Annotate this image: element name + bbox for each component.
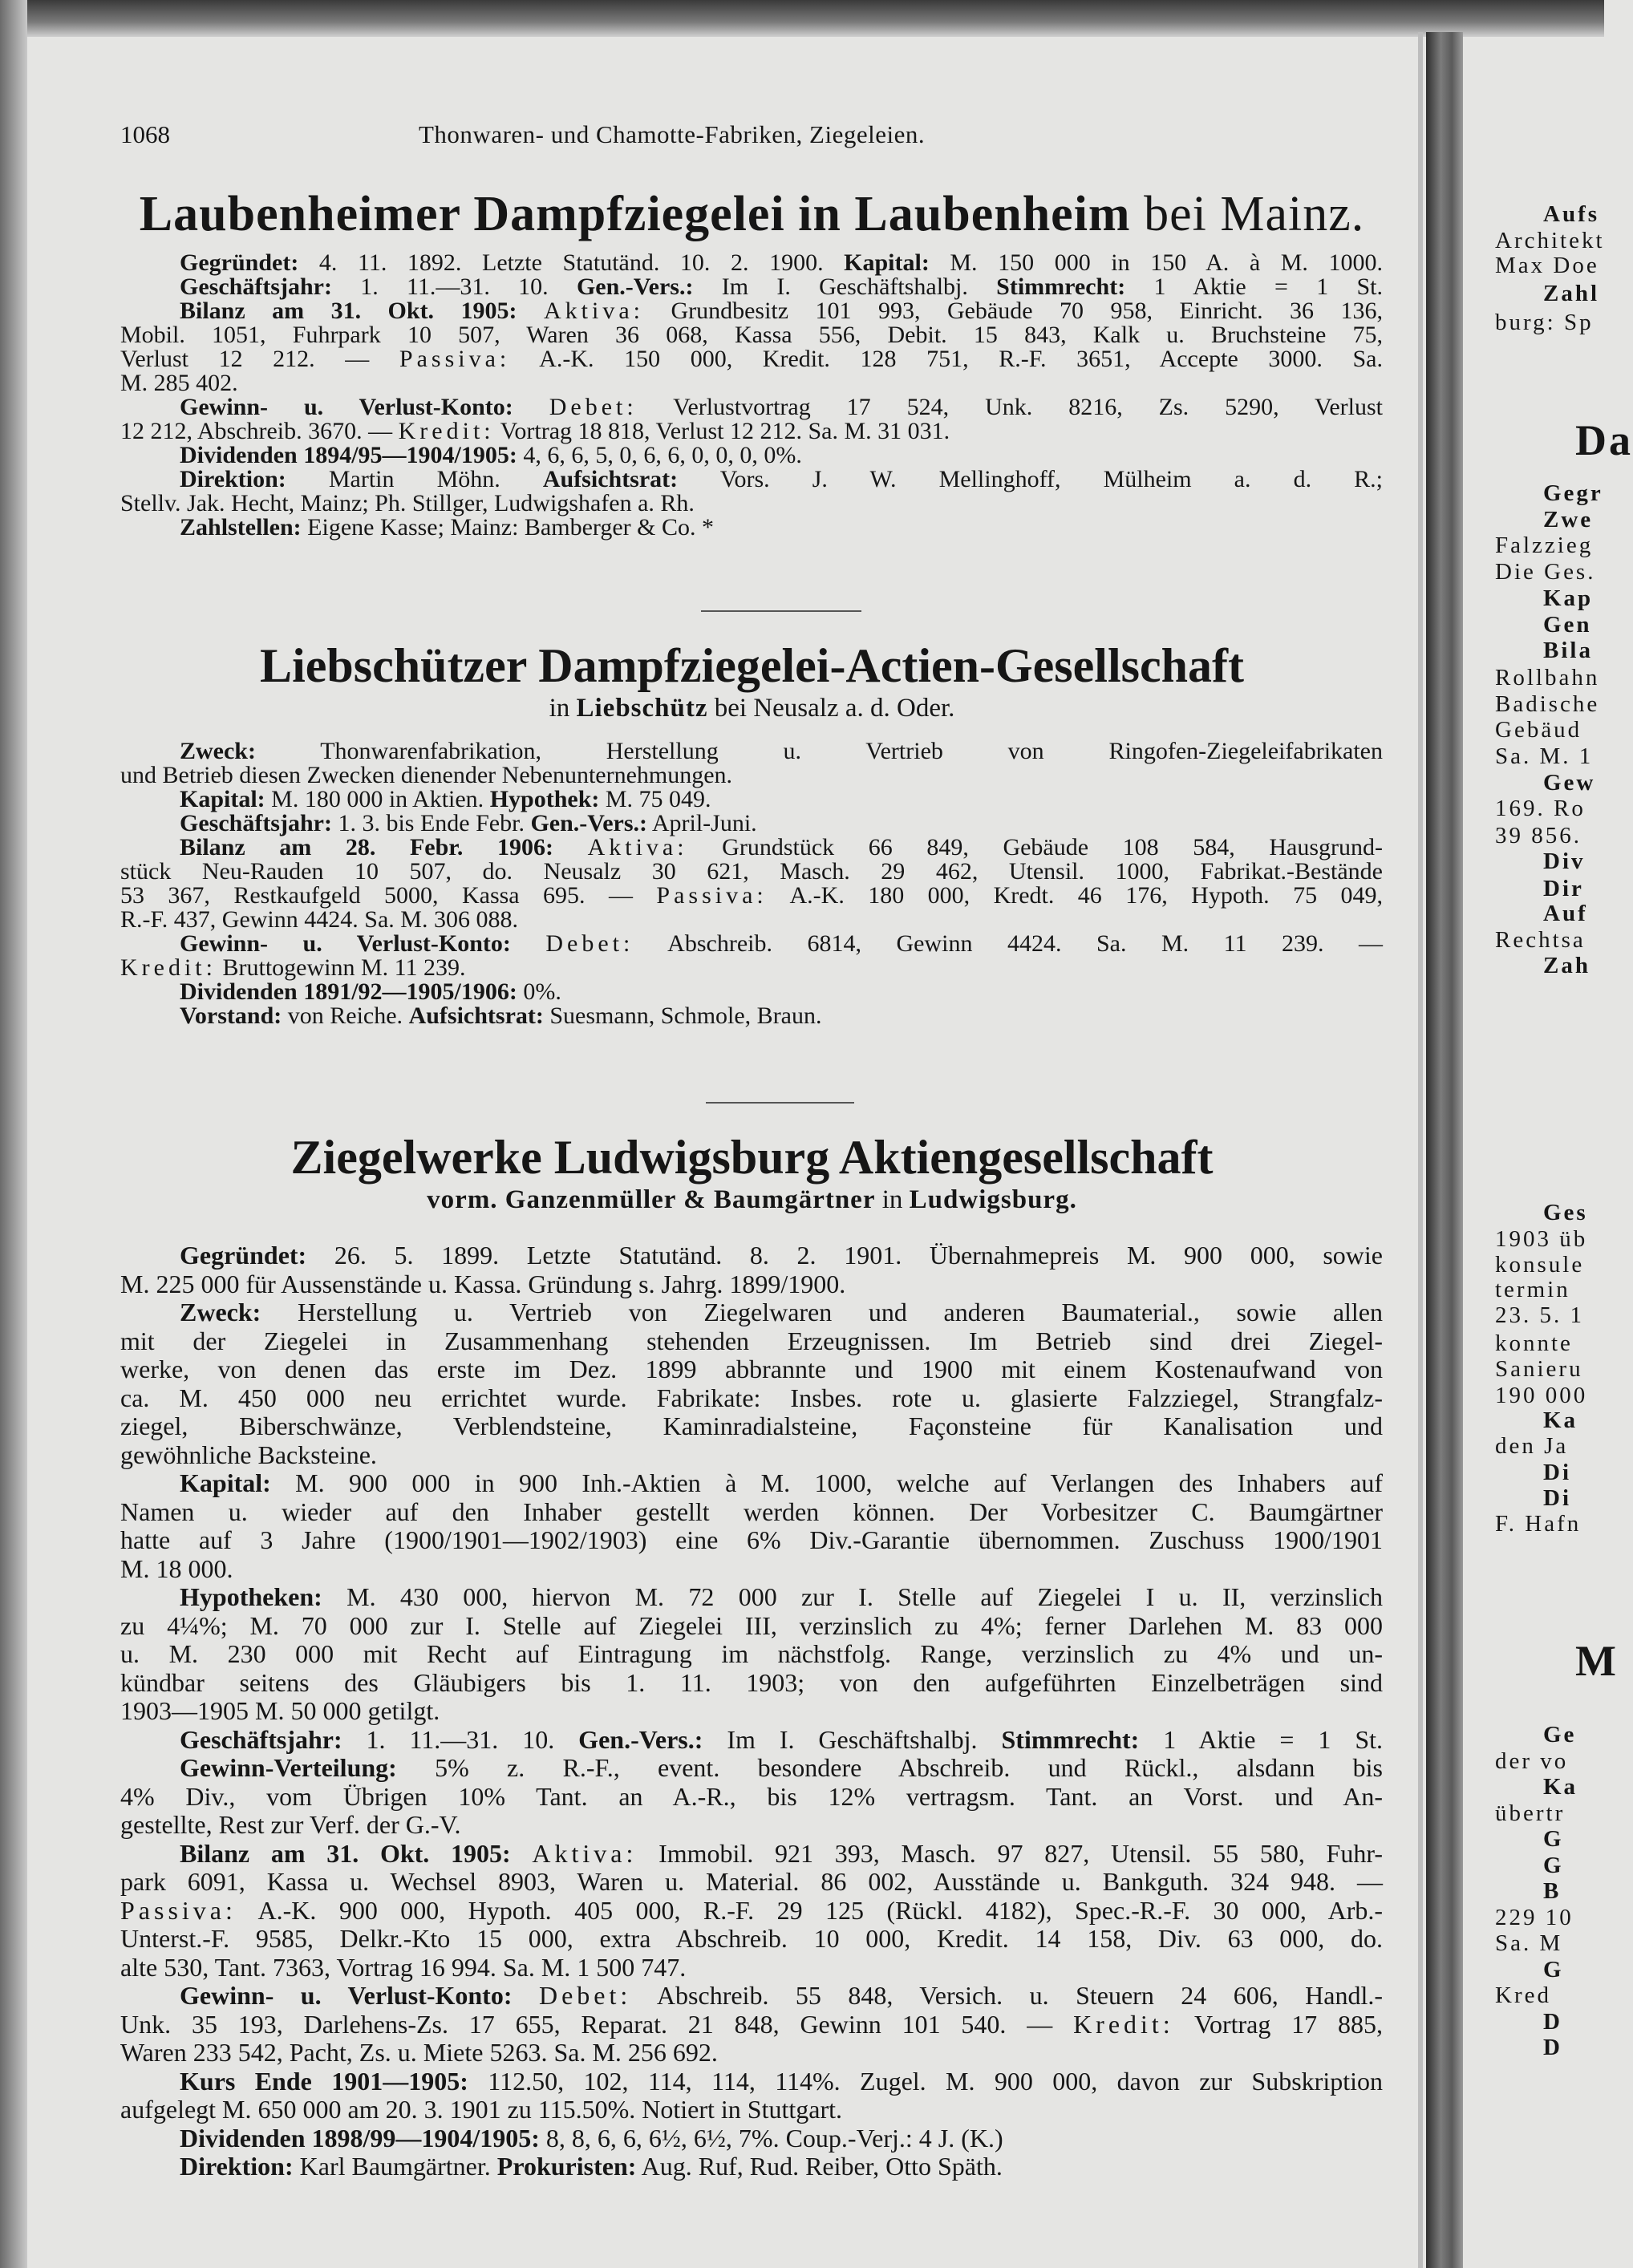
field-text: Stellv. Jak. Hecht, Mainz; Ph. Stillger, Ludwigshafen a. Rh.: [120, 490, 695, 516]
fragment-line: D: [1543, 2035, 1562, 2060]
field-text: M. 430 000, hiervon M. 72 000 zur I. Stelle auf Ziegelei I u. II, verzinslich: [322, 1582, 1383, 1611]
field-text: park 6091, Kassa u. Wechsel 8903, Waren u. Material. 86 002, Ausstände u. Bankguth. 324 948. —: [120, 1867, 1383, 1896]
text-line: [120, 371, 1383, 395]
field-text: M. 225 000 für Aussenstände u. Kassa. Gründung s. Jahrg. 1899/1900.: [120, 1269, 846, 1298]
text-line: [120, 1241, 1383, 1270]
spaced-label: Aktiva:: [587, 834, 688, 861]
field-text: Bruttogewinn M. 11 239.: [216, 954, 466, 981]
field-text: 1 Aktie = 1 St.: [1139, 1724, 1384, 1754]
text-line: [120, 1868, 1383, 1897]
field-label: Gen.-Vers.:: [576, 273, 694, 300]
text-line: [120, 2096, 1383, 2124]
field-label: Bilanz am 31. Okt. 1905:: [180, 1838, 511, 1868]
field-label: Bilanz am 31. Okt. 1905:: [180, 298, 517, 324]
fragment-line: burg: Sp: [1495, 310, 1594, 335]
title-suffix: bei Mainz.: [1144, 187, 1365, 241]
field-label: Kapital:: [180, 1468, 271, 1497]
fragment-line: Sanieru: [1495, 1356, 1583, 1382]
field-label: Zahlstellen:: [180, 514, 302, 541]
subtitle-post: bei Neusalz a. d. Oder.: [707, 694, 955, 723]
fragment-line: Dir: [1543, 876, 1584, 901]
fragment-line: Kap: [1543, 585, 1594, 611]
fragment-line: termin: [1495, 1277, 1570, 1302]
fragment-line: Rollbahn: [1495, 665, 1600, 691]
text-line: [120, 956, 1383, 980]
text-line: [120, 860, 1383, 884]
field-label: Gen.-Vers.:: [578, 1724, 703, 1754]
spaced-label: Debet:: [545, 930, 634, 957]
page-edge: [1418, 32, 1423, 2268]
fragment-line: B: [1543, 1878, 1562, 1904]
field-label: Hypothek:: [489, 786, 600, 812]
text-line: [120, 763, 1383, 788]
fragment-line: G: [1543, 1853, 1564, 1878]
field-text: Abschreib. 6814, Gewinn 4424. Sa. M. 11 239. —: [634, 930, 1384, 957]
field-text: Mobil. 1051, Fuhrpark 10 507, Waren 36 068, Kassa 556, Debit. 15 843, Kalk u. Bruchsteine 75,: [120, 322, 1383, 348]
field-text: Immobil. 921 393, Masch. 97 827, Utensil. 55 580, Fuhr-: [637, 1838, 1384, 1868]
field-text: 4. 11. 1892. Letzte Statutänd. 10. 2. 1900.: [298, 249, 845, 276]
text-line: [120, 1583, 1383, 1612]
field-text: 1 Aktie = 1 St.: [1125, 273, 1383, 300]
fragment-line: Ge: [1543, 1722, 1577, 1748]
fragment-line: übertr: [1495, 1800, 1566, 1826]
field-label: Gewinn- u. Verlust-Konto:: [180, 1981, 513, 2010]
entry-body-ludwigsburg: [120, 1241, 1383, 2181]
separator-rule: [701, 610, 861, 612]
fragment-line: Falzzieg: [1495, 533, 1594, 558]
fragment-line: Ka: [1543, 1407, 1578, 1433]
text-line: [120, 1384, 1383, 1413]
fragment-line: Zahl: [1543, 281, 1600, 306]
field-label: Bilanz am 28. Febr. 1906:: [180, 834, 553, 861]
field-text: werke, von denen das erste im Dez. 1899 abbrannte und 1900 mit einem Kostenaufwand von: [120, 1355, 1383, 1383]
title-main: Laubenheimer Dampfziegelei in Laubenheim: [139, 187, 1131, 241]
field-text: A.-K. 900 000, Hypoth. 405 000, R.-F. 29 125 (Rückl. 4182), Spec.-R.-F. 30 000, Arb.-: [236, 1895, 1383, 1925]
field-text: Eigene Kasse; Mainz: Bamberger & Co. *: [301, 514, 714, 541]
fragment-line: Badische: [1495, 691, 1600, 717]
text-line: [120, 1298, 1383, 1327]
text-line: [120, 1469, 1383, 1498]
text-line: [120, 1669, 1383, 1698]
scan-border-top: [0, 0, 1604, 37]
field-text: ziegel, Biberschwänze, Verblendsteine, Kaminradialsteine, Façonsteine für Kanalisation und: [120, 1411, 1383, 1440]
text-line: [120, 932, 1383, 956]
spaced-label: Kredit:: [1073, 2009, 1174, 2039]
field-label: Gegründet:: [180, 249, 299, 276]
field-text: Grundstück 66 849, Gebäude 108 584, Hausgrund-: [687, 834, 1384, 861]
text-line: [120, 2124, 1383, 2153]
field-label: Zweck:: [180, 738, 256, 764]
field-label: Gewinn-Verteilung:: [180, 1753, 397, 1782]
field-text: gewöhnliche Backsteine.: [120, 1440, 377, 1469]
text-line: [120, 323, 1383, 347]
fragment-line: Die Ges.: [1495, 559, 1596, 585]
text-line: [120, 395, 1383, 419]
entry-body-liebschuetz: [120, 739, 1383, 1028]
subtitle-pre: in: [549, 694, 577, 723]
text-line: [120, 1412, 1383, 1441]
fragment-line: F. Hafn: [1495, 1511, 1582, 1537]
field-text: und Betrieb diesen Zwecken dienender Nebenunternehmungen.: [120, 762, 733, 788]
field-label: Gewinn- u. Verlust-Konto:: [180, 930, 511, 957]
text-line: [120, 2011, 1383, 2039]
entry-body-laubenheim: [120, 251, 1383, 540]
fragment-line: konnte: [1495, 1330, 1573, 1356]
book-gutter: [1426, 32, 1463, 2268]
field-text: M. 180 000 in Aktien.: [265, 786, 490, 812]
field-text: Unk. 35 193, Darlehens-Zs. 17 655, Reparat. 21 848, Gewinn 101 540. —: [120, 2009, 1074, 2039]
fragment-line: M: [1575, 1637, 1619, 1685]
text-line: [120, 419, 1383, 443]
field-label: Dividenden 1898/99—1904/1905:: [180, 2123, 540, 2153]
text-line: [120, 980, 1383, 1004]
field-text: M. 285 402.: [120, 370, 238, 396]
text-line: [120, 347, 1383, 371]
text-line: [120, 1612, 1383, 1641]
separator-rule: [706, 1102, 854, 1104]
field-text: [511, 930, 546, 957]
text-line: [120, 812, 1383, 836]
field-label: Gegründet:: [180, 1241, 307, 1270]
field-label: Vorstand:: [180, 1002, 282, 1029]
fragment-line: Rechtsa: [1495, 927, 1586, 953]
field-text: Aug. Ruf, Rud. Reiber, Otto Späth.: [636, 2152, 1003, 2181]
fragment-line: Zah: [1543, 953, 1590, 978]
field-text: ca. M. 450 000 neu errichtet wurde. Fabrikate: Insbes. rote u. glasierte Falzziegel, Strangfalz-: [120, 1383, 1383, 1412]
field-label: Gewinn- u. Verlust-Konto:: [180, 394, 513, 420]
fragment-line: Zwe: [1543, 507, 1594, 533]
spaced-label: Passiva:: [399, 346, 511, 372]
fragment-line: Ges: [1543, 1200, 1588, 1225]
entry-subtitle-liebschuetz: [120, 694, 1384, 723]
field-text: Karl Baumgärtner.: [293, 2152, 497, 2181]
field-text: Waren 233 542, Pacht, Zs. u. Miete 5263. Sa. M. 256 692.: [120, 2038, 718, 2067]
field-text: 1. 11.—31. 10.: [331, 273, 577, 300]
field-text: aufgelegt M. 650 000 am 20. 3. 1901 zu 115.50%. Notiert in Stuttgart.: [120, 2095, 843, 2124]
page-header: [120, 120, 1384, 156]
fragment-line: Da: [1575, 416, 1633, 464]
field-label: Geschäftsjahr:: [180, 273, 332, 300]
fragment-line: G: [1543, 1826, 1564, 1852]
field-text: 0%.: [517, 978, 561, 1005]
text-line: [120, 251, 1383, 275]
field-label: Kurs Ende 1901—1905:: [180, 2066, 468, 2096]
field-text: Verlust 12 212. —: [120, 346, 399, 372]
text-line: [120, 1327, 1383, 1356]
field-label: Dividenden 1891/92—1905/1906:: [180, 978, 517, 1005]
field-text: 5% z. R.-F., event. besondere Abschreib. und Rückl., alsdann bis: [396, 1753, 1383, 1782]
text-line: [120, 1783, 1383, 1812]
field-label: Hypotheken:: [180, 1582, 322, 1611]
fragment-line: Bila: [1543, 638, 1593, 663]
field-text: Verlustvortrag 17 524, Unk. 8216, Zs. 5290, Verlust: [637, 394, 1383, 420]
fragment-line: Sa. M: [1495, 1930, 1563, 1956]
spaced-label: Passiva:: [656, 882, 768, 909]
text-line: [120, 884, 1383, 908]
field-label: Aufsichtsrat:: [542, 466, 679, 492]
text-line: [120, 1811, 1383, 1840]
field-text: 26. 5. 1899. Letzte Statutänd. 8. 2. 1901. Übernahmepreis M. 900 000, sowie: [306, 1241, 1383, 1270]
field-text: 1. 11.—31. 10.: [342, 1724, 579, 1754]
fragment-line: Di: [1543, 1460, 1571, 1485]
fragment-line: der vo: [1495, 1748, 1569, 1774]
spaced-label: Aktiva:: [532, 1838, 638, 1868]
text-line: [120, 1640, 1383, 1669]
fragment-line: Aufs: [1543, 201, 1600, 227]
field-text: M. 75 049.: [599, 786, 711, 812]
field-label: Kapital:: [180, 786, 265, 812]
field-text: M. 18 000.: [120, 1553, 233, 1583]
text-line: [120, 1355, 1383, 1384]
field-text: Unterst.-F. 9585, Delkr.-Kto 15 000, extra Abschreib. 10 000, Kredit. 14 158, Div. 63 000, do.: [120, 1924, 1383, 1953]
field-text: gestellte, Rest zur Verf. der G.-V.: [120, 1810, 461, 1839]
text-line: [120, 492, 1383, 516]
spaced-label: Debet:: [549, 394, 638, 420]
field-label: Stimmrecht:: [996, 273, 1126, 300]
field-text: Vortrag 17 885,: [1173, 2009, 1383, 2039]
text-line: [120, 516, 1383, 540]
text-line: [120, 1754, 1383, 1783]
subtitle-mid: in: [875, 1185, 910, 1214]
page-number: 1068: [120, 120, 170, 148]
field-text: 8, 8, 6, 6, 6½, 6½, 7%. Coup.-Verj.: 4 J. (K.): [539, 2123, 1003, 2153]
fragment-line: den Ja: [1495, 1433, 1569, 1459]
scan-border-left: [0, 0, 27, 2268]
spaced-label: Kredit:: [120, 954, 217, 981]
fragment-line: Max Doe: [1495, 253, 1599, 278]
field-text: 53 367, Restkaufgeld 5000, Kassa 695. —: [120, 882, 657, 909]
field-text: Suesmann, Schmole, Braun.: [543, 1002, 822, 1029]
text-line: [120, 1840, 1383, 1869]
text-line: [120, 2153, 1383, 2181]
text-line: [120, 1270, 1383, 1299]
fragment-line: 1903 üb: [1495, 1226, 1588, 1252]
text-line: [120, 468, 1383, 492]
field-text: Im I. Geschäftshalbj.: [703, 1724, 1002, 1754]
field-text: Vortrag 18 818, Verlust 12 212. Sa. M. 31 031.: [494, 418, 950, 444]
field-text: 12 212, Abschreib. 3670. —: [120, 418, 399, 444]
text-line: [120, 1726, 1383, 1755]
entry-title-liebschuetz: Liebschützer Dampfziegelei-Actien-Gesellschaft: [260, 639, 1244, 692]
field-label: Geschäftsjahr:: [180, 1724, 342, 1754]
field-text: mit der Ziegelei in Zusammenhang stehenden Erzeugnissen. Im Betrieb sind drei Ziegel-: [120, 1326, 1383, 1355]
text-line: [120, 299, 1383, 323]
fragment-line: Architekt: [1495, 228, 1605, 253]
spaced-label: Passiva:: [120, 1895, 237, 1925]
spaced-label: Kredit:: [398, 418, 495, 444]
text-line: [120, 1697, 1383, 1726]
field-text: M. 150 000 in 150 A. à M. 1000.: [929, 249, 1383, 276]
field-text: Grundbesitz 101 993, Gebäude 70 958, Einricht. 36 136,: [643, 298, 1384, 324]
entry-title-laubenheim: [120, 186, 1384, 243]
field-label: Direktion:: [180, 466, 286, 492]
field-label: Dividenden 1894/95—1904/1905:: [180, 442, 517, 468]
text-line: [120, 1526, 1383, 1555]
field-text: [511, 1839, 533, 1868]
facing-page-fragment: [1463, 0, 1633, 2268]
text-line: [120, 1555, 1383, 1584]
fragment-line: Di: [1543, 1485, 1571, 1511]
field-label: Direktion:: [180, 2152, 294, 2181]
field-text: alte 530, Tant. 7363, Vortrag 16 994. Sa. M. 1 500 747.: [120, 1952, 687, 1982]
field-text: [517, 298, 544, 324]
fragment-line: Gebäud: [1495, 717, 1582, 743]
field-text: 4% Div., vom Übrigen 10% Tant. an A.-R., bis 12% vertragsm. Tant. an Vorst. und An-: [120, 1781, 1383, 1811]
text-line: [120, 2039, 1383, 2068]
entry-subtitle-ludwigsburg: [120, 1185, 1384, 1215]
fragment-line: Gew: [1543, 770, 1596, 796]
field-label: Geschäftsjahr:: [180, 810, 332, 836]
field-text: 1903—1905 M. 50 000 getilgt.: [120, 1696, 440, 1725]
text-line: [120, 275, 1383, 299]
text-line: [120, 836, 1383, 860]
field-text: 112.50, 102, 114, 114, 114%. Zugel. M. 900 000, davon zur Subskription: [468, 2066, 1384, 2096]
field-text: A.-K. 180 000, Kredt. 46 176, Hypoth. 75 049,: [767, 882, 1383, 909]
fragment-line: Gegr: [1543, 480, 1603, 506]
entry-title-ludwigsburg: Ziegelwerke Ludwigsburg Aktiengesellschaft: [290, 1131, 1214, 1184]
text-line: [120, 443, 1383, 468]
field-text: [513, 394, 549, 420]
field-text: Martin Möhn.: [286, 466, 543, 492]
field-text: u. M. 230 000 mit Recht auf Eintragung im nächstfolg. Range, verzinslich zu 4% und un-: [120, 1639, 1383, 1668]
fragment-line: Ka: [1543, 1774, 1578, 1800]
fragment-line: Sa. M. 1: [1495, 743, 1594, 769]
fragment-line: D: [1543, 2009, 1562, 2035]
field-text: Thonwarenfabrikation, Herstellung u. Vertrieb von Ringofen-Ziegeleifabrikaten: [255, 738, 1383, 764]
field-text: zu 4¼%; M. 70 000 zur I. Stelle auf Ziegelei III, verzinslich zu 4%; ferner Darlehen M. 83 000: [120, 1610, 1383, 1640]
fragment-line: Auf: [1543, 901, 1588, 926]
text-line: [120, 1004, 1383, 1028]
field-text: Im I. Geschäftshalbj.: [693, 273, 997, 300]
field-text: Herstellung u. Vertrieb von Ziegelwaren und anderen Baumaterial., sowie allen: [261, 1298, 1383, 1326]
field-text: [553, 834, 588, 861]
field-label: Prokuristen:: [496, 2152, 637, 2181]
subtitle-place: Ludwigsburg.: [909, 1185, 1077, 1214]
field-text: 1. 3. bis Ende Febr.: [331, 810, 531, 836]
field-text: hatte auf 3 Jahre (1900/1901—1902/1903) eine 6% Div.-Garantie übernommen. Zuschuss 1900/1901: [120, 1525, 1383, 1554]
field-text: April-Juni.: [647, 810, 757, 836]
field-text: Vors. J. W. Mellinghoff, Mülheim a. d. R.;: [678, 466, 1383, 492]
text-line: [120, 908, 1383, 932]
field-text: von Reiche.: [282, 1002, 409, 1029]
fragment-line: 23. 5. 1: [1495, 1302, 1584, 1328]
text-line: [120, 788, 1383, 812]
field-text: stück Neu-Rauden 10 507, do. Neusalz 30 621, Masch. 29 462, Utensil. 1000, Fabrikat.-Bestände: [120, 858, 1383, 885]
field-label: Aufsichtsrat:: [408, 1002, 544, 1029]
field-text: [513, 1981, 539, 2010]
text-line: [120, 1897, 1383, 1926]
text-line: [120, 1441, 1383, 1470]
field-label: Kapital:: [844, 249, 930, 276]
fragment-line: Kred: [1495, 1982, 1551, 2008]
subtitle-place: Liebschütz: [576, 694, 708, 723]
fragment-line: Gen: [1543, 612, 1592, 638]
fragment-line: 39 856.: [1495, 823, 1582, 848]
spaced-label: Aktiva:: [543, 298, 644, 324]
spaced-label: Debet:: [538, 1981, 632, 2010]
field-text: A.-K. 150 000, Kredit. 128 751, R.-F. 3651, Accepte 3000. Sa.: [510, 346, 1383, 372]
field-text: Namen u. wieder auf den Inhaber gestellt werden können. Der Vorbesitzer C. Baumgärtner: [120, 1496, 1383, 1526]
fragment-line: 229 10: [1495, 1905, 1574, 1930]
running-head: Thonwaren- und Chamotte-Fabriken, Ziegeleien.: [419, 120, 926, 148]
fragment-line: 190 000: [1495, 1383, 1588, 1408]
field-text: R.-F. 437, Gewinn 4424. Sa. M. 306 088.: [120, 906, 518, 933]
field-label: Gen.-Vers.:: [530, 810, 648, 836]
field-text: M. 900 000 in 900 Inh.-Aktien à M. 1000, welche auf Verlangen des Inhabers auf: [270, 1468, 1383, 1497]
field-text: 4, 6, 6, 5, 0, 6, 6, 0, 0, 0, 0%.: [517, 442, 802, 468]
fragment-line: 169. Ro: [1495, 796, 1586, 821]
field-label: Zweck:: [180, 1298, 261, 1326]
fragment-line: G: [1543, 1957, 1564, 1982]
text-line: [120, 739, 1383, 763]
text-line: [120, 1498, 1383, 1527]
text-line: [120, 1954, 1383, 1982]
field-text: Abschreib. 55 848, Versich. u. Steuern 24 606, Handl.-: [631, 1981, 1384, 2010]
fragment-line: konsule: [1495, 1252, 1585, 1278]
field-label: Stimmrecht:: [1001, 1724, 1140, 1754]
subtitle-former-name: vorm. Ganzenmüller & Baumgärtner: [427, 1185, 876, 1214]
text-line: [120, 1925, 1383, 1954]
field-text: kündbar seitens des Gläubigers bis 1. 11. 1903; von den aufgeführten Einzelbeträgen sind: [120, 1667, 1383, 1697]
text-line: [120, 1982, 1383, 2011]
fragment-line: Div: [1543, 848, 1586, 874]
text-line: [120, 2068, 1383, 2096]
